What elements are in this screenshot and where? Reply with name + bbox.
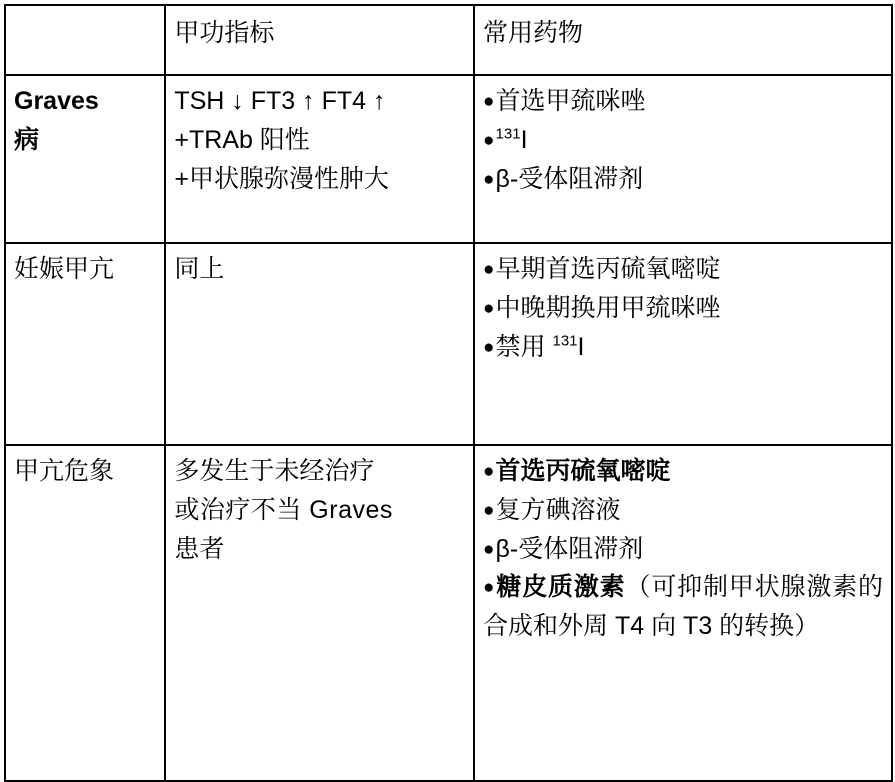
- drug-item: [483, 250, 883, 289]
- drugs-cell-graves: [474, 75, 892, 243]
- drug-item: [483, 568, 883, 646]
- indicator-line: 同上: [174, 255, 225, 283]
- condition-cell-graves: [5, 75, 165, 243]
- bullet-icon: ●: [483, 297, 495, 319]
- condition-line: 病: [14, 125, 40, 154]
- bullet-icon: ●: [483, 538, 495, 560]
- bullet-icon: ●: [483, 168, 495, 190]
- header-cell-drugs: 常用药物: [474, 5, 892, 75]
- table-row: [5, 243, 892, 445]
- document-page: [0, 4, 895, 751]
- indicators-cell-pregnancy: [165, 243, 474, 445]
- condition-cell-crisis: [5, 445, 165, 781]
- drug-item: [483, 121, 883, 160]
- table-row: [5, 75, 892, 243]
- drug-item: [483, 82, 883, 121]
- drug-item: [483, 530, 883, 569]
- indicator-line: TSH ↓ FT3 ↑ FT4 ↑: [174, 87, 386, 115]
- indicators-cell-graves: [165, 75, 474, 243]
- table-row: [5, 445, 892, 781]
- bullet-icon: ●: [483, 461, 495, 482]
- header-cell-indicators: 甲功指标: [165, 5, 474, 75]
- drugs-cell-crisis: [474, 445, 892, 781]
- bullet-icon: ●: [483, 499, 495, 521]
- drug-item: [483, 491, 883, 530]
- bullet-icon: ●: [483, 577, 496, 599]
- drug-text: I: [577, 332, 585, 361]
- table-header-row: [5, 5, 892, 75]
- drug-superscript: 131: [495, 125, 521, 143]
- drug-text: 中晚期换用甲巯咪唑: [495, 293, 721, 322]
- drug-text: I: [520, 125, 528, 154]
- bullet-icon: ●: [483, 129, 495, 151]
- indicators-cell-crisis: [165, 445, 474, 781]
- bullet-icon: ●: [483, 259, 495, 280]
- drug-text: 首选甲巯咪唑: [495, 87, 646, 115]
- indicator-line: 患者: [174, 534, 225, 563]
- drug-item: [483, 160, 883, 199]
- condition-line: 甲亢危象: [14, 457, 115, 485]
- drug-item: [483, 328, 883, 367]
- drug-text: β-受体阻滞剂: [495, 534, 644, 563]
- bullet-icon: ●: [483, 336, 495, 358]
- indicator-line: +TRAb 阳性: [174, 125, 310, 154]
- bullet-icon: ●: [483, 91, 495, 112]
- drug-superscript: 131: [552, 332, 578, 350]
- indicator-line: 多发生于未经治疗: [174, 457, 375, 485]
- drug-text: β-受体阻滞剂: [495, 164, 644, 193]
- thyroid-treatment-table: [4, 4, 893, 782]
- drug-item: [483, 289, 883, 328]
- condition-line: Graves: [14, 87, 99, 115]
- drug-item: [483, 452, 883, 491]
- indicator-line: +甲状腺弥漫性肿大: [174, 164, 389, 193]
- drug-text: 复方碘溶液: [495, 495, 621, 524]
- indicator-line: 或治疗不当 Graves: [174, 495, 393, 524]
- drug-text: 糖皮质激素: [496, 573, 626, 602]
- condition-line: 妊娠甲亢: [14, 255, 115, 283]
- drug-text: 禁用: [495, 332, 553, 361]
- drug-note: （可抑制甲状腺激素的合成和外周 T4 向 T3 的转换）: [483, 573, 883, 640]
- header-cell-blank: [5, 5, 165, 75]
- drug-text: 首选丙硫氧嘧啶: [495, 457, 671, 485]
- drug-text: 早期首选丙硫氧嘧啶: [495, 255, 721, 283]
- condition-cell-pregnancy: [5, 243, 165, 445]
- drugs-cell-pregnancy: [474, 243, 892, 445]
